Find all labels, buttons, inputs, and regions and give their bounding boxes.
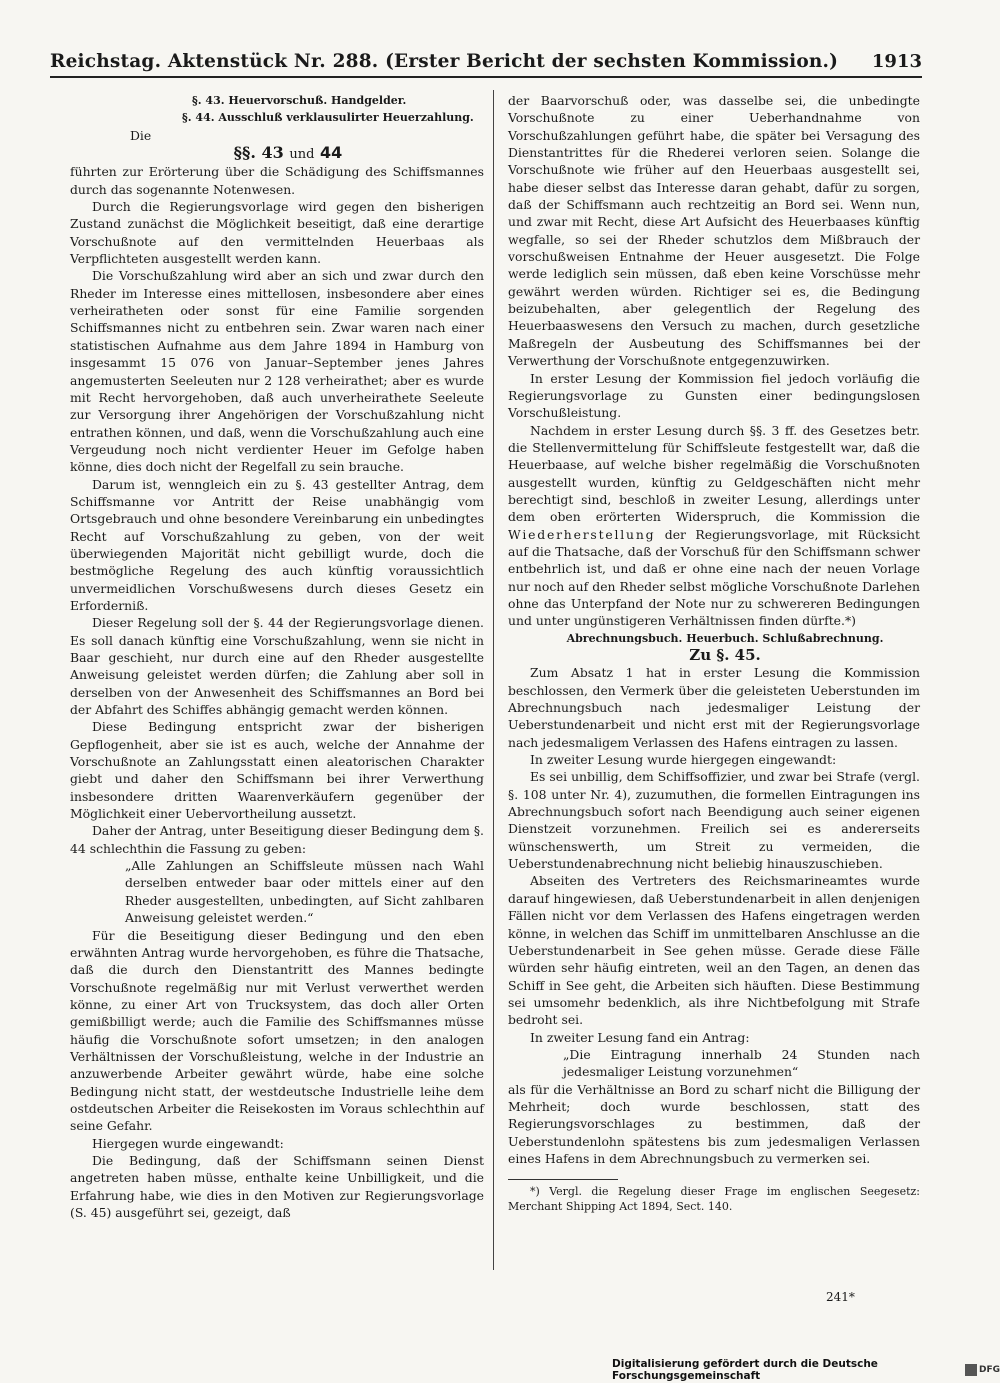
column-divider	[493, 90, 494, 1270]
quoted-proposal: „Die Eintragung innerhalb 24 Stunden nach jedesmaliger Leistung vorzunehmen“	[563, 1046, 920, 1080]
intro-word: Die	[130, 127, 152, 143]
dfg-logo-icon	[965, 1364, 1000, 1376]
quoted-proposal: „Alle Zahlungen an Schiffsleute müssen nach Wahl derselben entweder baar oder mittels einer auf den Rheder ausgestellten, unbedingten, auf Sicht zahlbaren Anweisung geleistet werden.“	[125, 858, 484, 926]
paragraph: Diese Bedingung entspricht zwar der bisherigen Gepflogenheit, aber sie ist es auch, welche der Annahme der Vorschußnote an Zahlungsstatt einen aleatorischen Charakter giebt und daher den Schiffsmann bei ihrer Verwerthung insbesondere dritten Waarenverkäufern gegenüber der Möglichkeit einer Uebervortheilung aussetzt.	[70, 719, 484, 822]
paragraph: In erster Lesung der Kommission fiel jedoch vorläufig die Regierungsvorlage zu Gunsten einer bedingungslosen Vorschußleistung.	[508, 370, 920, 421]
paragraph: Für die Beseitigung dieser Bedingung und den eben erwähnten Antrag wurde hervorgehoben, es führe die Thatsache, daß die durch den Dienstantritt des Mannes bedingte Vorschußnote regelmäßig nur mit Verlust verwerthet werden könne, zu einer Art von Trucksystem, das doch aller Orten gemißbilligt werde; auch die Familie des Schiffsmannes müsse häufig die Vorschußnote sofort umsetzen; in den analogen Verhältnissen der Vorschußleistung, welche in der Industrie an anzuwerbende Arbeiter gewährt würde, habe eine solche Bedingung nicht statt, der westdeutsche Industrielle leihe dem ostdeutschen Arbeiter die Reisekosten im Voraus schlechthin auf seine Gefahr.	[70, 927, 484, 1134]
paragraph: Abseiten des Vertreters des Reichsmarineamtes wurde darauf hingewiesen, daß Ueberstundenarbeit in allen denjenigen Fällen nicht vor dem Verlassen des Hafens eingetragen werden könne, in welchen das Schiff im unmittelbaren Anschlusse an die Ueberstundenarbeit in See gehen müsse. Gerade diese Fälle würden sehr häufig eintreten, weil an den Tagen, an denen das Schiff in See geht, die Arbeiten sich häuften. Diese Bestimmung sei umsomehr bedenklich, als ihre Nichtbefolgung mit Strafe bedroht sei.	[508, 873, 920, 1028]
header-title: Reichstag. Aktenstück Nr. 288. (Erster Bericht der sechsten Kommission.)	[50, 51, 839, 72]
paragraph-part: der Regierungsvorlage, mit Rücksicht auf die Thatsache, daß der Vorschuß für den Schiffsmann schwer entbehrlich ist, und daß er ohne eine nach der neuen Vorlage nur noch auf den Rheder selbst mögliche Vorschußnote Darlehen ohne das Unterpfand der Note nur zu schwereren Bedingungen und unter ungünstigeren Verhältnissen finden dürfte.*)	[508, 526, 920, 629]
credit-text: Digitalisierung gefördert durch die Deutsche Forschungsgemeinschaft	[612, 1358, 878, 1382]
section-heading-prefix: §§. 43	[233, 143, 284, 163]
paragraph	[508, 422, 920, 630]
paragraph: In zweiter Lesung wurde hiergegen eingewandt:	[530, 752, 837, 768]
page-header	[50, 38, 922, 78]
paragraph: Die Bedingung, daß der Schiffsmann seinen Dienst angetreten haben müsse, enthalte keine Unbilligkeit, und die Erfahrung habe, wie dies in den Motiven zur Regierungsvorlage (S. 45) ausgeführt sei, gezeigt, daß	[70, 1152, 484, 1220]
dfg-logo-text: DFG	[978, 1365, 1000, 1375]
paragraph: als für die Verhältnisse an Bord zu scharf nicht die Billigung der Mehrheit; doch wurde beschlossen, statt des Regierungsvorschlages zu bestimmen, daß der Ueberstundenlohn spätestens bis zum jedesmaligen Verlassen eines Hafens in dem Abrechnungsbuch zu vermerken sei.	[508, 1081, 920, 1166]
digitization-credit	[612, 1358, 1000, 1382]
section-heading-und: und	[289, 147, 315, 163]
emphasis-spaced: Wiederherstellung	[508, 526, 656, 542]
right-column	[508, 92, 920, 1214]
paragraph: Dieser Regelung soll der §. 44 der Regierungsvorlage dienen. Es soll danach künftig eine Vorschußzahlung, wenn sie nicht in Baar geschieht, nur durch eine auf den Rheder ausgestellte Anweisung geleistet werden dürfen; die Zahlung aber soll in derselben von der Anwesenheit des Schiffsmannes an Bord bei der Abfahrt des Schiffes abhängig gemacht werden können.	[70, 615, 484, 718]
footnote-rule	[508, 1179, 618, 1180]
paragraph: der Baarvorschuß oder, was dasselbe sei, die unbedingte Vorschußnote zu einer Ueberhandnahme von Vorschußzahlungen geführt habe, die später bei Versagung des Dienstantrittes für die Rhederei verloren seien. Solange die Vorschußnote wie früher auf den Heuerbaas ausgestellt sei, habe dieser selbst das Interesse daran gehabt, dafür zu sorgen, daß der Schiffsmann auch rechtzeitig an Bord sei. Wenn nun, und zwar mit Recht, diese Art Aufsicht des Heuerbaases künftig wegfalle, so sei der Rheder schutzlos dem Mißbrauch der vorschußweisen Entnahme der Heuer ausgesetzt. Die Folge werde lediglich sein müssen, daß eben keine Vorschüsse mehr gewährt werden würden. Richtiger sei es, die Bedingung beizubehalten, aber gelegentlich der Regelung des Heuerbaaswesens den Versuch zu machen, durch gesetzliche Maßregeln der Ausbeutung des Schiffsmannes bei der Verwerthung der Vorschußnote entgegenzuwirken.	[508, 93, 920, 369]
section-heading	[70, 144, 484, 163]
paragraph: Durch die Regierungsvorlage wird gegen den bisherigen Zustand zunächst die Möglichkeit beseitigt, daß eine derartige Vorschußnote auf den vermittelnden Heuerbaas als Verpflichteten ausgestellt werden kann.	[70, 199, 484, 267]
section-heading-num: 44	[320, 143, 343, 163]
footnote: *) Vergl. die Regelung dieser Frage im englischen Seegesetz: Merchant Shipping Act 1894, Sect. 140.	[508, 1185, 920, 1214]
paragraph: Daher der Antrag, unter Beseitigung dieser Bedingung dem §. 44 schlechthin die Fassung zu geben:	[70, 823, 484, 856]
paragraph: führten zur Erörterung über die Schädigung des Schiffsmannes durch das sogenannte Notenwesen.	[70, 164, 484, 197]
paragraph: Die Vorschußzahlung wird aber an sich und zwar durch den Rheder im Interesse eines mittellosen, insbesondere aber eines verheiratheten oder sonst für eine Familie sorgenden Schiffsmannes nicht zu entbehren sein. Zwar waren nach einer statistischen Aufnahme aus dem Jahre 1894 in Hamburg von insgesammt 15 076 von Januar–September jenes Jahres angemusterten Seeleuten nur 2 128 verheirathet; aber es wurde mit Recht hervorgehoben, daß auch unverheirathete Seeleute zur Versorgung ihrer Angehörigen der Vorschußzahlung nicht entrathen können, und daß, wenn die Vorschußzahlung auch eine Vergeudung noch nicht verdienter Heuer im Gefolge haben könne, dies doch nicht der Regelfall zu sein brauche.	[70, 268, 484, 475]
page-number: 1913	[871, 51, 922, 72]
left-column	[70, 92, 484, 1221]
paragraph: Zum Absatz 1 hat in erster Lesung die Kommission beschlossen, den Vermerk über die geleisteten Ueberstunden im Abrechnungsbuch nach jedesmaliger Leistung der Ueberstundenarbeit und nicht erst mit der Regierungsvorlage nach jedesmaligem Verlassen des Hafens eintragen zu lassen.	[508, 665, 920, 750]
paragraph: Es sei unbillig, dem Schiffsoffizier, und zwar bei Strafe (vergl. §. 108 unter Nr. 4), zuzumuthen, die formellen Eintragungen ins Abrechnungsbuch sofort nach Beendigung auch seiner eigenen Dienstzeit vorzunehmen. Freilich sei es andererseits wünschenswerth, um Streit zu vermeiden, die Ueberstundenabrechnung nicht beliebig hinauszuschieben.	[508, 769, 920, 872]
subsection-topics: Abrechnungsbuch. Heuerbuch. Schlußabrechnung.	[566, 631, 884, 645]
paragraph: In zweiter Lesung fand ein Antrag:	[530, 1029, 750, 1045]
section-heading-45: Zu §. 45.	[689, 646, 761, 664]
sheet-signature: 241*	[826, 1290, 855, 1304]
paragraph: Darum ist, wenngleich ein zu §. 43 gestellter Antrag, dem Schiffsmanne vor Antritt der Reise unabhängig vom Ortsgebrauch und ohne besondere Vereinbarung ein unbedingtes Recht auf Vorschußzahlung zu geben, von der weit überwiegenden Majorität nicht gebilligt wurde, doch die bestmögliche Regelung des auch künftig voraussichtlich unvermeidlichen Vorschußwesens durch dieses Gesetz ein Erforderniß.	[70, 476, 484, 613]
toc-entry-43: §. 43. Heuervorschuß. Handgelder.	[192, 94, 407, 107]
paragraph-part: Nachdem in erster Lesung durch §§. 3 ff. des Gesetzes betr. die Stellenvermittelung für Schiffsleute festgestellt war, daß die Heuerbaase, auf welche bisher regelmäßig die Vorschußnoten ausgestellt wurden, künftig zu Geldgeschäften nicht mehr berechtigt sind, beschloß in zweiter Lesung, allerdings unter dem oben erörterten Widerspruch, die Kommission die	[508, 422, 920, 525]
toc-entry-44: §. 44. Ausschluß verklausulirter Heuerzahlung.	[182, 111, 474, 125]
paragraph: Hiergegen wurde eingewandt:	[92, 1135, 284, 1151]
